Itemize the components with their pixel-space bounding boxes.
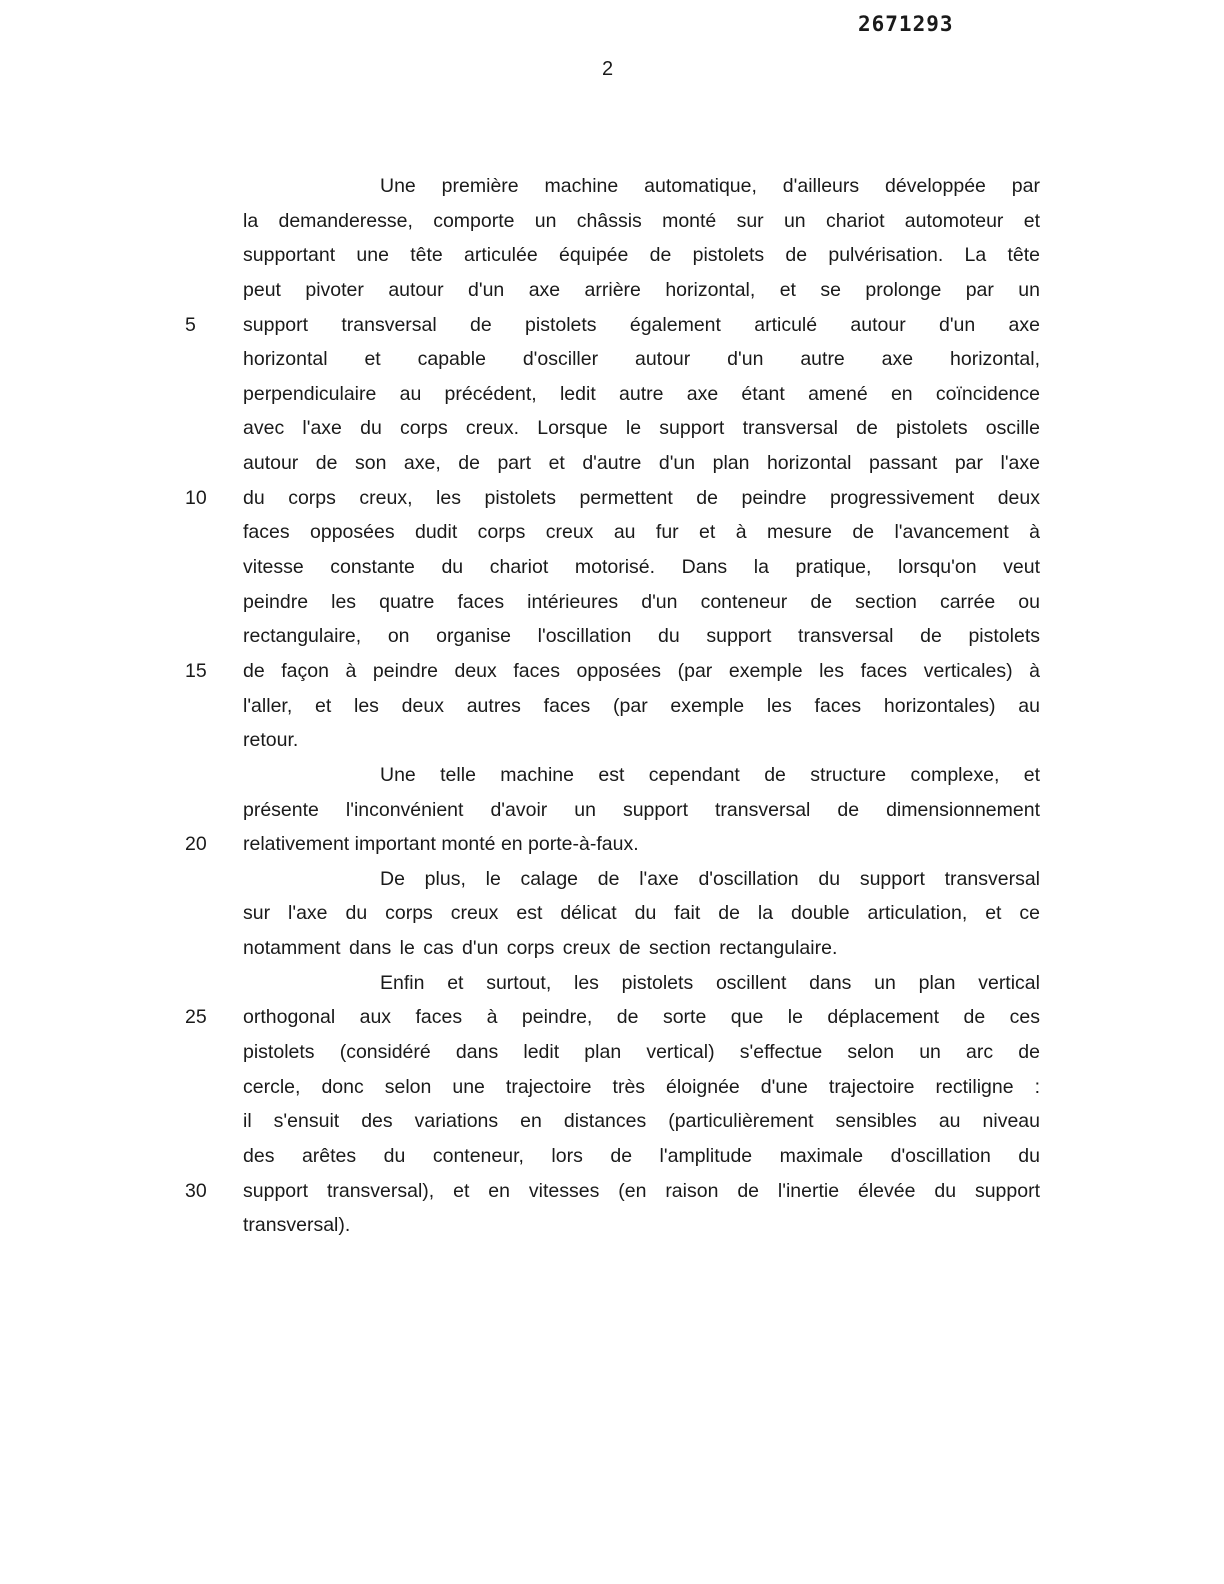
text-line	[243, 692, 1040, 727]
line-text: peindre les quatre faces intérieures d'un conteneur de section carrée ou	[243, 590, 1040, 613]
line-text: support transversal de pistolets également articulé autour d'un axe	[243, 313, 1040, 336]
text-line	[243, 899, 1040, 934]
text-line	[243, 588, 1040, 623]
line-text: horizontal et capable d'osciller autour d'un autre axe horizontal,	[243, 348, 1040, 371]
text-line	[185, 830, 1040, 865]
text-line	[243, 345, 1040, 380]
line-text: la demanderesse, comporte un châssis monté sur un chariot automoteur et	[243, 209, 1040, 232]
line-text: perpendiculaire au précédent, ledit autre axe étant amené en coïncidence	[243, 382, 1040, 405]
line-text: Une telle machine est cependant de structure complexe, et	[380, 763, 1040, 786]
text-line	[243, 865, 1040, 900]
line-text: avec l'axe du corps creux. Lorsque le support transversal de pistolets oscille	[243, 417, 1040, 440]
text-line	[185, 1003, 1040, 1038]
text-line	[243, 241, 1040, 276]
line-number: 30	[185, 1179, 207, 1202]
text-line	[243, 622, 1040, 657]
line-number: 5	[185, 313, 196, 336]
line-text: support transversal), et en vitesses (en raison de l'inertie élevée du support	[243, 1179, 1040, 1202]
line-number: 15	[185, 659, 207, 682]
text-line	[243, 1073, 1040, 1108]
text-line	[243, 1107, 1040, 1142]
line-text: l'aller, et les deux autres faces (par exemple les faces horizontales) au	[243, 694, 1040, 717]
line-text: autour de son axe, de part et d'autre d'un plan horizontal passant par l'axe	[243, 452, 1040, 475]
line-text: de façon à peindre deux faces opposées (par exemple les faces verticales) à	[243, 659, 1040, 682]
text-line	[185, 1177, 1040, 1212]
page-number: 2	[602, 58, 614, 80]
line-text: présente l'inconvénient d'avoir un support transversal de dimensionnement	[243, 798, 1040, 821]
line-text: faces opposées dudit corps creux au fur et à mesure de l'avancement à	[243, 521, 1040, 544]
text-line	[243, 796, 1040, 831]
line-text: Enfin et surtout, les pistolets oscillent dans un plan vertical	[380, 971, 1040, 994]
line-text: transversal).	[243, 1214, 351, 1237]
line-number: 20	[185, 833, 207, 856]
text-line	[185, 311, 1040, 346]
line-number: 25	[185, 1006, 207, 1029]
text-line	[243, 276, 1040, 311]
line-text: sur l'axe du corps creux est délicat du fait de la double articulation, et ce	[243, 902, 1040, 925]
line-text: il s'ensuit des variations en distances (particulièrement sensibles au niveau	[243, 1110, 1040, 1133]
text-line	[243, 553, 1040, 588]
line-text: du corps creux, les pistolets permettent de peindre progressivement deux	[243, 486, 1040, 509]
line-text: Une première machine automatique, d'ailleurs développée par	[380, 175, 1040, 197]
line-text: rectangulaire, on organise l'oscillation du support transversal de pistolets	[243, 625, 1040, 648]
text-line	[243, 414, 1040, 449]
line-text: retour.	[243, 729, 299, 752]
text-line	[243, 726, 1040, 761]
line-number: 10	[185, 486, 207, 509]
line-text: peut pivoter autour d'un axe arrière horizontal, et se prolonge par un	[243, 278, 1040, 301]
text-line	[243, 1038, 1040, 1073]
line-text: cercle, donc selon une trajectoire très éloignée d'une trajectoire rectiligne :	[243, 1075, 1040, 1098]
text-line	[243, 934, 1040, 969]
body-text	[185, 172, 1040, 1246]
text-line	[243, 207, 1040, 242]
text-line	[243, 1142, 1040, 1177]
line-text: orthogonal aux faces à peindre, de sorte que le déplacement de ces	[243, 1006, 1040, 1029]
text-line	[243, 449, 1040, 484]
text-line	[243, 380, 1040, 415]
text-line	[243, 518, 1040, 553]
text-line	[185, 657, 1040, 692]
line-text: vitesse constante du chariot motorisé. Dans la pratique, lorsqu'on veut	[243, 556, 1040, 579]
line-text: notamment dans le cas d'un corps creux de section rectangulaire.	[243, 937, 838, 960]
line-text: des arêtes du conteneur, lors de l'amplitude maximale d'oscillation du	[243, 1144, 1040, 1167]
document-number: 2671293	[858, 12, 954, 36]
text-line	[243, 969, 1040, 1004]
line-text: relativement important monté en porte-à-faux.	[243, 833, 639, 856]
line-text: pistolets (considéré dans ledit plan vertical) s'effectue selon un arc de	[243, 1041, 1040, 1064]
text-line	[185, 484, 1040, 519]
line-text: supportant une tête articulée équipée de pistolets de pulvérisation. La tête	[243, 244, 1040, 267]
line-text: De plus, le calage de l'axe d'oscillation du support transversal	[380, 867, 1040, 890]
text-line	[243, 761, 1040, 796]
text-line	[243, 172, 1040, 207]
text-line	[243, 1211, 1040, 1246]
